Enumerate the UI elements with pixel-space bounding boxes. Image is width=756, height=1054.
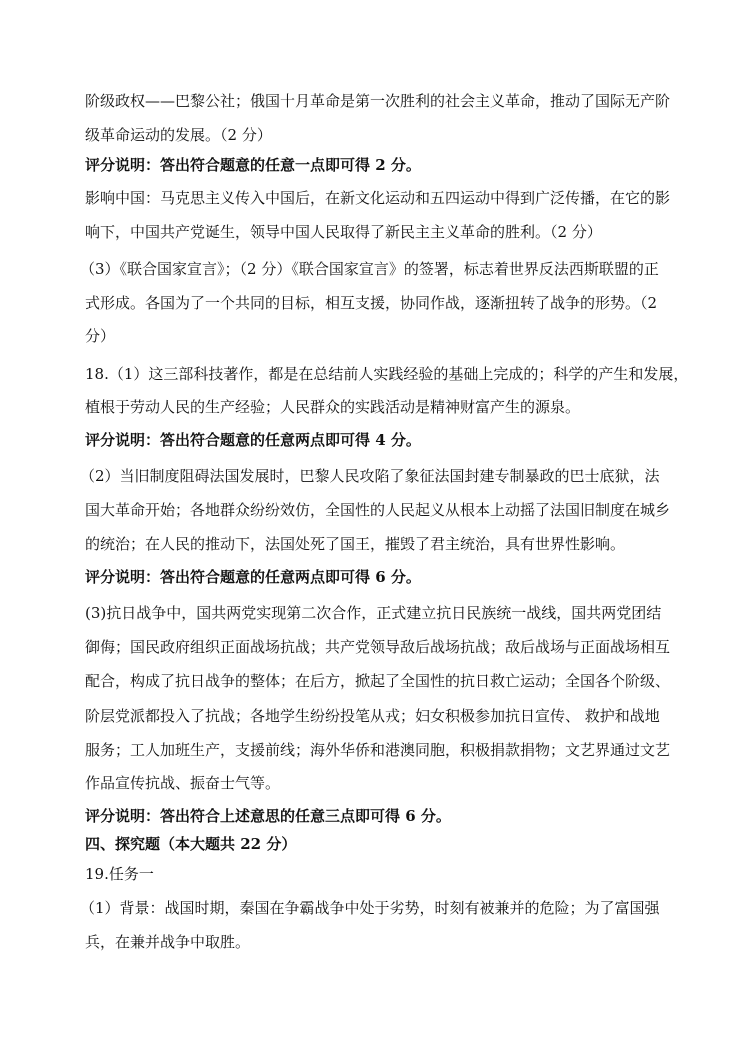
- text-line: 兵，在兼并战争中取胜。: [85, 933, 251, 951]
- scoring-note: 评分说明：答出符合题意的任意两点即可得 6 分。: [85, 568, 421, 586]
- text-line: 级革命运动的发展。（2 分）: [85, 126, 272, 144]
- question-line: 19.任务一: [85, 865, 154, 883]
- text-line: 国大革命开始；各地群众纷纷效仿，全国性的人民起义从根本上动摇了法国旧制度在城乡: [85, 501, 671, 519]
- text-line: 的统治；在人民的推动下，法国处死了国王，摧毁了君主统治，具有世界性影响。: [85, 535, 626, 553]
- text-line: 阶级政权——巴黎公社；俄国十月革命是第一次胜利的社会主义革命，推动了国际无产阶: [85, 92, 671, 110]
- section-heading: 四、探究题（本大题共 22 分）: [85, 835, 297, 853]
- text-line: 分）: [85, 327, 116, 345]
- text-line: 服务；工人加班生产，支援前线；海外华侨和港澳同胞，积极捐款捐物；文艺界通过文艺: [85, 741, 671, 759]
- text-line: 影响中国：马克思主义传入中国后，在新文化运动和五四运动中得到广泛传播，在它的影: [85, 189, 671, 207]
- text-line: （3）《联合国家宣言》；（2 分）《联合国家宣言》的签署，标志着世界反法西斯联盟的正: [80, 260, 659, 278]
- question-line: 18.（1）这三部科技著作，都是在总结前人实践经验的基础上完成的；科学的产生和发展，: [85, 365, 689, 383]
- text-line: 配合，构成了抗日战争的整体；在后方，掀起了全国性的抗日救亡运动；全国各个阶级、: [85, 672, 671, 690]
- scoring-note: 评分说明：答出符合上述意思的任意三点即可得 6 分。: [85, 807, 451, 825]
- text-line: （2）当旧制度阻碍法国发展时，巴黎人民攻陷了象征法国封建专制暴政的巴士底狱，法: [80, 467, 660, 485]
- text-line: 响下，中国共产党诞生，领导中国人民取得了新民主主义革命的胜利。（2 分）: [85, 223, 602, 241]
- text-line: 植根于劳动人民的生产经验；人民群众的实践活动是精神财富产生的源泉。: [85, 398, 581, 416]
- scoring-note: 评分说明：答出符合题意的任意一点即可得 2 分。: [85, 156, 421, 174]
- text-line: (3)抗日战争中，国共两党实现第二次合作，正式建立抗日民族统一战线，国共两党团结: [85, 604, 662, 622]
- text-line: （1）背景：战国时期，秦国在争霸战争中处于劣势，时刻有被兼并的危险；为了富国强: [80, 899, 660, 917]
- text-line: 式形成。各国为了一个共同的目标，相互支援，协同作战，逐渐扭转了战争的形势。（2: [85, 294, 658, 312]
- scoring-note: 评分说明：答出符合题意的任意两点即可得 4 分。: [85, 431, 421, 449]
- text-line: 作品宣传抗战、振奋士气等。: [85, 774, 281, 792]
- text-line: 御侮；国民政府组织正面战场抗战；共产党领导敌后战场抗战；敌后战场与正面战场相互: [85, 638, 671, 656]
- text-line: 阶层党派都投入了抗战；各地学生纷纷投笔从戎；妇女积极参加抗日宣传、 救护和战地: [85, 707, 660, 725]
